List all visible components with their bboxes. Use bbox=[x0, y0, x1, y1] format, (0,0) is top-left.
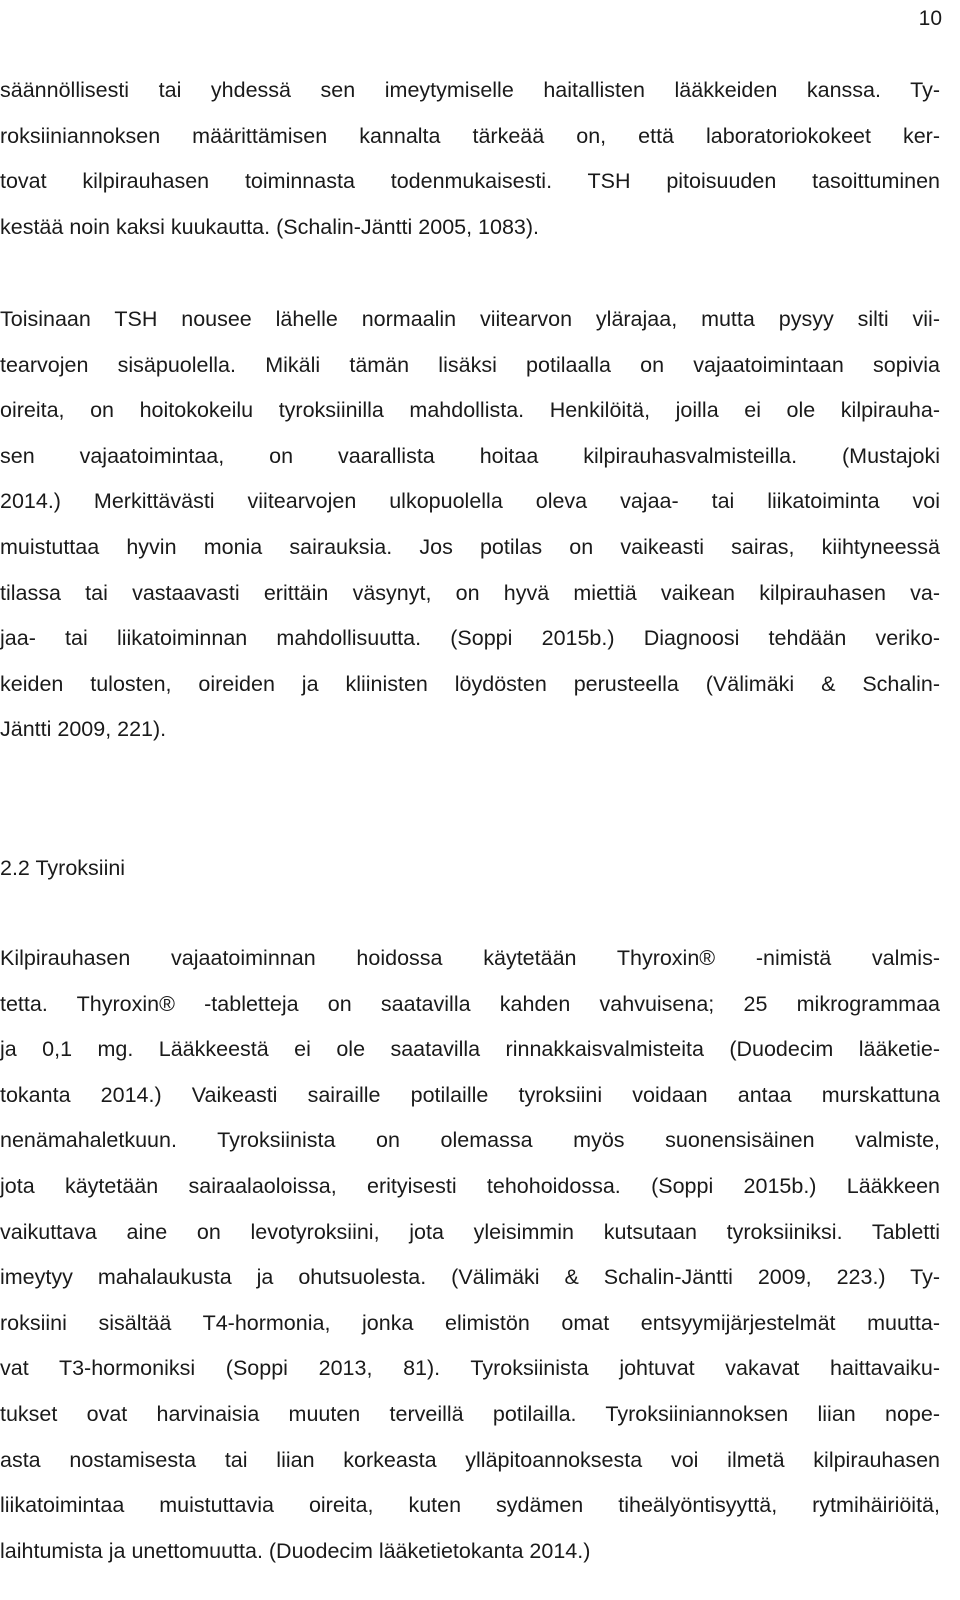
paragraph-line: tokanta 2014.) Vaikeasti sairaille potilaille tyroksiini voidaan antaa murskattuna bbox=[0, 1082, 940, 1107]
paragraph-line: Kilpirauhasen vajaatoiminnan hoidossa käytetään Thyroxin® -nimistä valmis- bbox=[0, 946, 940, 970]
paragraph-line: säännöllisesti tai yhdessä sen imeytymiselle haitallisten lääkkeiden kanssa. Ty- bbox=[0, 78, 940, 102]
paragraph-line: muistuttaa hyvin monia sairauksia. Jos potilas on vaikeasti sairas, kiihtyneessä bbox=[0, 534, 940, 559]
paragraph-line: tearvojen sisäpuolella. Mikäli tämän lisäksi potilaalla on vajaatoimintaan sopivia bbox=[0, 352, 940, 377]
paragraph-line: sen vajaatoimintaa, on vaarallista hoitaa kilpirauhasvalmisteilla. (Mustajoki bbox=[0, 443, 940, 468]
paragraph-line: liikatoimintaa muistuttavia oireita, kuten sydämen tiheälyöntisyyttä, rytmihäiriöitä, bbox=[0, 1493, 940, 1518]
paragraph-line: jota käytetään sairaalaoloissa, erityisesti tehohoidossa. (Soppi 2015b.) Lääkkeen bbox=[0, 1173, 940, 1198]
paragraph-line: oireita, on hoitokokeilu tyroksiinilla mahdollista. Henkilöitä, joilla ei ole kilpirauha- bbox=[0, 398, 940, 423]
paragraph-line: jaa- tai liikatoiminnan mahdollisuutta. (Soppi 2015b.) Diagnoosi tehdään veriko- bbox=[0, 626, 940, 651]
paragraph-line: tovat kilpirauhasen toiminnasta todenmukaisesti. TSH pitoisuuden tasoittuminen bbox=[0, 169, 940, 194]
paragraph-line: Toisinaan TSH nousee lähelle normaalin viitearvon ylärajaa, mutta pysyy silti vii- bbox=[0, 307, 940, 331]
section-heading: 2.2 Tyroksiini bbox=[0, 856, 126, 880]
paragraph-line: 2014.) Merkittävästi viitearvojen ulkopuolella oleva vajaa- tai liikatoiminta voi bbox=[0, 489, 940, 514]
paragraph-line: Jäntti 2009, 221). bbox=[0, 717, 167, 742]
paragraph-line: ja 0,1 mg. Lääkkeestä ei ole saatavilla rinnakkaisvalmisteita (Duodecim lääketie- bbox=[0, 1037, 940, 1062]
paragraph-line: laihtumista ja unettomuutta. (Duodecim lääketietokanta 2014.) bbox=[0, 1538, 591, 1563]
paragraph-line: imeytyy mahalaukusta ja ohutsuolesta. (Välimäki & Schalin-Jäntti 2009, 223.) Ty- bbox=[0, 1265, 940, 1290]
paragraph-line: kestää noin kaksi kuukautta. (Schalin-Jäntti 2005, 1083). bbox=[0, 214, 540, 239]
paragraph-line: tetta. Thyroxin® -tabletteja on saatavilla kahden vahvuisena; 25 mikrogrammaa bbox=[0, 991, 940, 1016]
paragraph-line: tukset ovat harvinaisia muuten terveillä potilailla. Tyroksiiniannoksen liian nope- bbox=[0, 1401, 940, 1426]
paragraph-line: nenämahaletkuun. Tyroksiinista on olemassa myös suonensisäinen valmiste, bbox=[0, 1128, 940, 1153]
paragraph-line: vat T3-hormoniksi (Soppi 2013, 81). Tyroksiinista johtuvat vakavat haittavaiku- bbox=[0, 1356, 940, 1381]
paragraph-1 bbox=[0, 68, 940, 250]
paragraph-2 bbox=[0, 297, 940, 753]
paragraph-line: tilassa tai vastaavasti erittäin väsynyt, on hyvä miettiä vaikean kilpirauhasen va- bbox=[0, 580, 940, 605]
paragraph-line: roksiini sisältää T4-hormonia, jonka elimistön omat entsyymijärjestelmät muutta- bbox=[0, 1310, 940, 1335]
page-number: 10 bbox=[918, 7, 942, 30]
paragraph-line: asta nostamisesta tai liian korkeasta ylläpitoannoksesta voi ilmetä kilpirauhasen bbox=[0, 1447, 940, 1472]
paragraph-line: roksiiniannoksen määrittämisen kannalta tärkeää on, että laboratoriokokeet ker- bbox=[0, 123, 940, 148]
paragraph-line: vaikuttava aine on levotyroksiini, jota yleisimmin kutsutaan tyroksiiniksi. Tabletti bbox=[0, 1219, 940, 1244]
paragraph-3 bbox=[0, 936, 940, 1574]
paragraph-line: keiden tulosten, oireiden ja kliinisten löydösten perusteella (Välimäki & Schalin- bbox=[0, 671, 940, 696]
